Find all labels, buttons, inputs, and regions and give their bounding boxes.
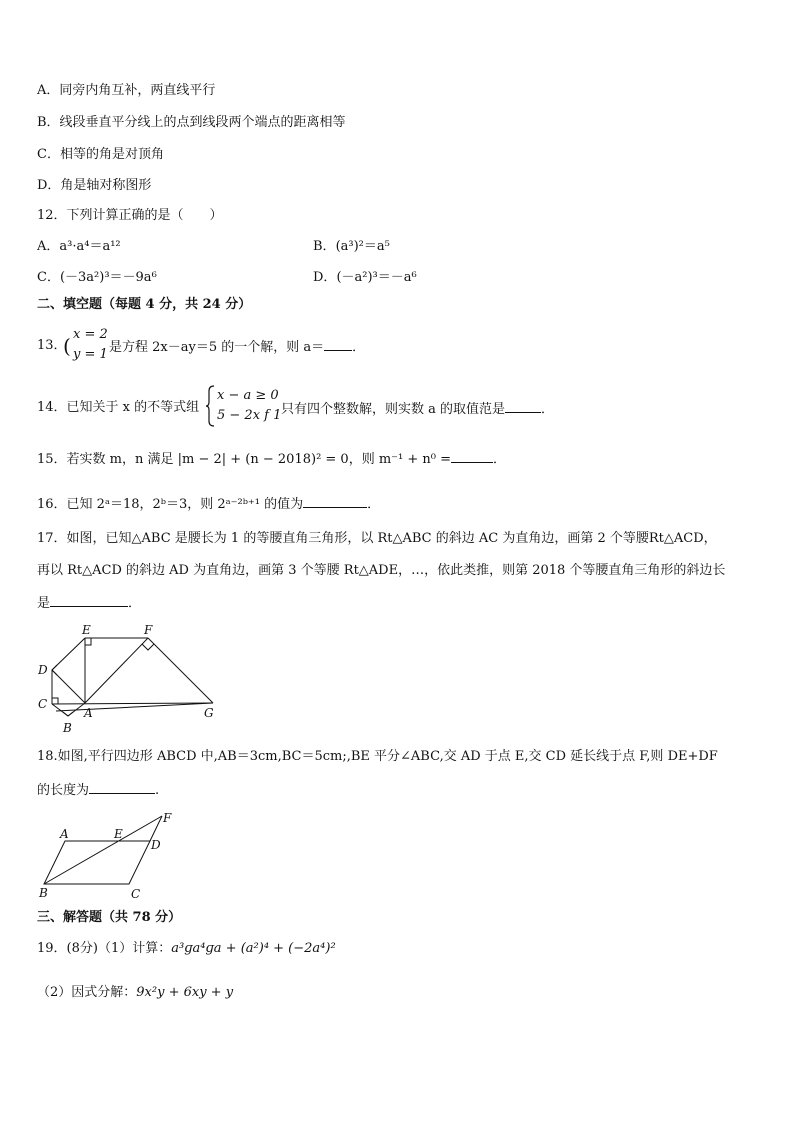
q15-text: 15．若实数 m，n 满足 |m − 2| + (n − 2018)² = 0，则 m⁻¹ + n⁰ = [37, 452, 452, 467]
q12-option-c [37, 269, 157, 287]
section-3-heading: 三、解答题（共 78 分） [37, 910, 182, 925]
q14-answer-blank [505, 399, 541, 413]
q12-option-a [37, 238, 121, 256]
q16-end: ． [367, 497, 381, 512]
q19-part-1 [37, 940, 336, 958]
right-angle-e [85, 638, 91, 645]
label-e: E [114, 827, 123, 841]
q13-sys-bottom: y = 1 [73, 347, 108, 362]
q12-option-a-expr: a³·a⁴＝a¹² [59, 239, 121, 254]
q16-answer-blank [303, 494, 367, 508]
q17-line-1: 17．如图，已知△ABC 是腰长为 1 的等腰直角三角形，以 Rt△ABC 的斜边 AC 为直角边，画第 2 个等腰Rt△ACD， [37, 531, 717, 546]
q16-text: 16．已知 2ᵃ＝18，2ᵇ＝3，则 2ᵃ⁻²ᵇ⁺¹ 的值为 [37, 497, 304, 512]
parallelogram-abcd [44, 841, 150, 884]
q19-part-1-label: 19．(8分)（1）计算： [37, 941, 172, 956]
q13-stem: 是方程 2x－ay＝5 的一个解，则 a＝ [109, 340, 325, 355]
q17-line-3-text: 是 [37, 596, 51, 611]
q12-option-d [313, 269, 417, 287]
label-d: D [38, 663, 48, 677]
q18-end: . [155, 783, 160, 798]
q12-option-d-expr: (－a²)³＝－a⁶ [336, 270, 417, 285]
label-d: D [151, 838, 161, 852]
q14-text [281, 399, 554, 419]
right-angle-c [52, 698, 58, 704]
label-c: C [38, 697, 48, 711]
q19-expr-1: a³ɡa⁴ɡa + (a²)⁴ + (−2a⁴)² [171, 941, 336, 956]
q13-end: ． [352, 340, 366, 355]
q14-end: ． [541, 402, 555, 417]
q13-number: 13． [37, 338, 67, 353]
section-2-heading: 二、填空题（每题 4 分，共 24 分） [37, 297, 252, 312]
q11-option-c: C．相等的角是对顶角 [37, 147, 164, 162]
label-c: C [131, 887, 141, 901]
q18-figure [34, 810, 184, 902]
q13-answer-blank [324, 337, 352, 351]
q11-option-d: D．角是轴对称图形 [37, 178, 152, 193]
q18-line-2 [37, 780, 159, 800]
q16 [37, 494, 380, 514]
q12-option-d-label: D． [313, 270, 337, 285]
label-b: B [39, 886, 48, 900]
q18-line-1: 18.如图,平行四边形 ABCD 中,AB＝3cm,BC＝5cm;,BE 平分∠ABC,交 AD 于点 E,交 CD 延长线于点 F,则 DE+DF [37, 749, 718, 764]
q12-option-c-expr: (－3a²)³＝－9a⁶ [59, 270, 157, 285]
line-a-f [85, 638, 148, 703]
q13-brace: ( [63, 334, 71, 358]
q17-line-3 [37, 593, 141, 613]
label-a: A [60, 827, 69, 841]
label-g: G [204, 706, 214, 720]
label-a: A [84, 706, 93, 720]
q14-stem: 14．已知关于 x 的不等式组 [37, 400, 200, 415]
q12-option-c-label: C． [37, 270, 60, 285]
label-e: E [82, 623, 91, 637]
q18-line-2-text: 的长度为 [37, 783, 90, 798]
label-b: B [63, 721, 72, 735]
q15-answer-blank [451, 449, 493, 463]
line-f-g [148, 638, 213, 703]
q14-brace [205, 385, 215, 433]
q17-figure [30, 618, 230, 736]
q14-row2: 5 − 2x f 1 [217, 408, 282, 423]
q14-rest: 只有四个整数解，则实数 a 的取值范是 [281, 402, 506, 417]
q11-option-a: A．同旁内角互补，两直线平行 [37, 83, 216, 98]
label-f: F [144, 623, 153, 637]
q12-option-b [313, 238, 390, 256]
q15-end: ． [493, 452, 507, 467]
q19-part-2-label: （2）因式分解： [37, 985, 137, 1000]
q12-stem: 12．下列计算正确的是（ ） [37, 208, 223, 223]
q19-expr-2: 9x²y + 6xy + y [136, 985, 234, 1000]
q13-sys-top: x = 2 [73, 327, 108, 342]
brace-icon [205, 385, 215, 427]
label-f: F [163, 811, 172, 825]
q18-answer-blank [89, 780, 155, 794]
q17-end: ． [128, 596, 142, 611]
q14-row1: x − a ≥ 0 [217, 388, 279, 403]
q19-part-2 [37, 984, 233, 1002]
q13-text [109, 337, 365, 357]
right-angle-f [142, 644, 154, 650]
q12-option-b-label: B． [313, 239, 336, 254]
q11-option-b: B．线段垂直平分线上的点到线段两个端点的距离相等 [37, 115, 346, 130]
q12-option-a-label: A． [37, 239, 60, 254]
q17-line-2: 再以 Rt△ACD 的斜边 AD 为直角边，画第 3 个等腰 Rt△ADE，…，依此类推，则第 2018 个等腰直角三角形的斜边长 [37, 563, 726, 578]
q12-option-b-expr: (a³)²＝a⁵ [335, 239, 390, 254]
q17-answer-blank [50, 593, 128, 607]
q15 [37, 449, 506, 469]
